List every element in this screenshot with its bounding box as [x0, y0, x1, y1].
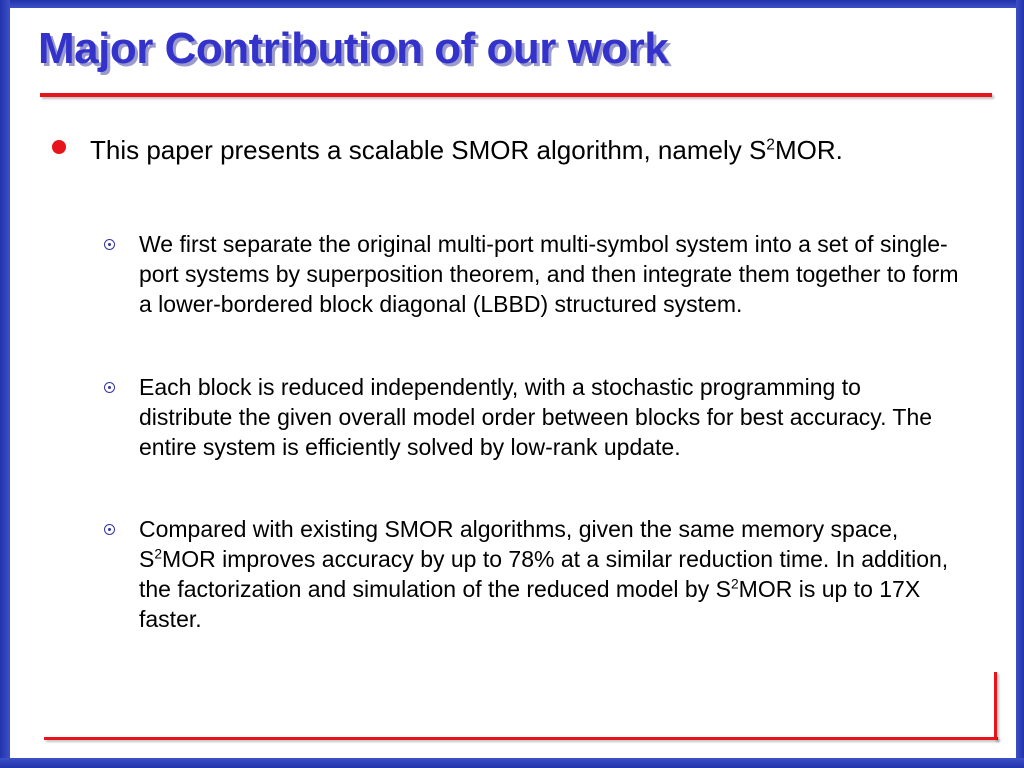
sub-bullet-circle-icon	[104, 382, 115, 393]
sub-bullet-circle-icon	[104, 239, 115, 250]
corner-rule	[994, 672, 997, 740]
sub-bullet-circle-icon	[104, 524, 115, 535]
slide-title: Major Contribution of our work	[38, 24, 669, 73]
main-bullet-text: This paper presents a scalable SMOR algorithm, namely $S^2MOR$.	[90, 135, 843, 165]
sub-bullet-2: Each block is reduced independently, with a stochastic programming to distribute the given overall model order between blocks for best accuracy. The entire system is efficiently solved by low-rank update.	[139, 374, 933, 460]
sub-bullet-1: We first separate the original multi-port multi-symbol system into a set of single-port systems by superposition theorem, and then integrate them together to form a lower-bordered block diagonal (LBBD) structured system.	[139, 231, 959, 317]
bottom-rule	[44, 737, 998, 740]
sub-bullet-3: Compared with existing SMOR algorithms, given the same memory space, $S^2MOR$ improves accuracy by up to 78% at a similar reduction time. In addition, the factorization and simulation of the reduced model by $S^2MOR$ is up to 17X faster.	[139, 516, 949, 632]
bullet-dot-icon	[52, 140, 66, 154]
